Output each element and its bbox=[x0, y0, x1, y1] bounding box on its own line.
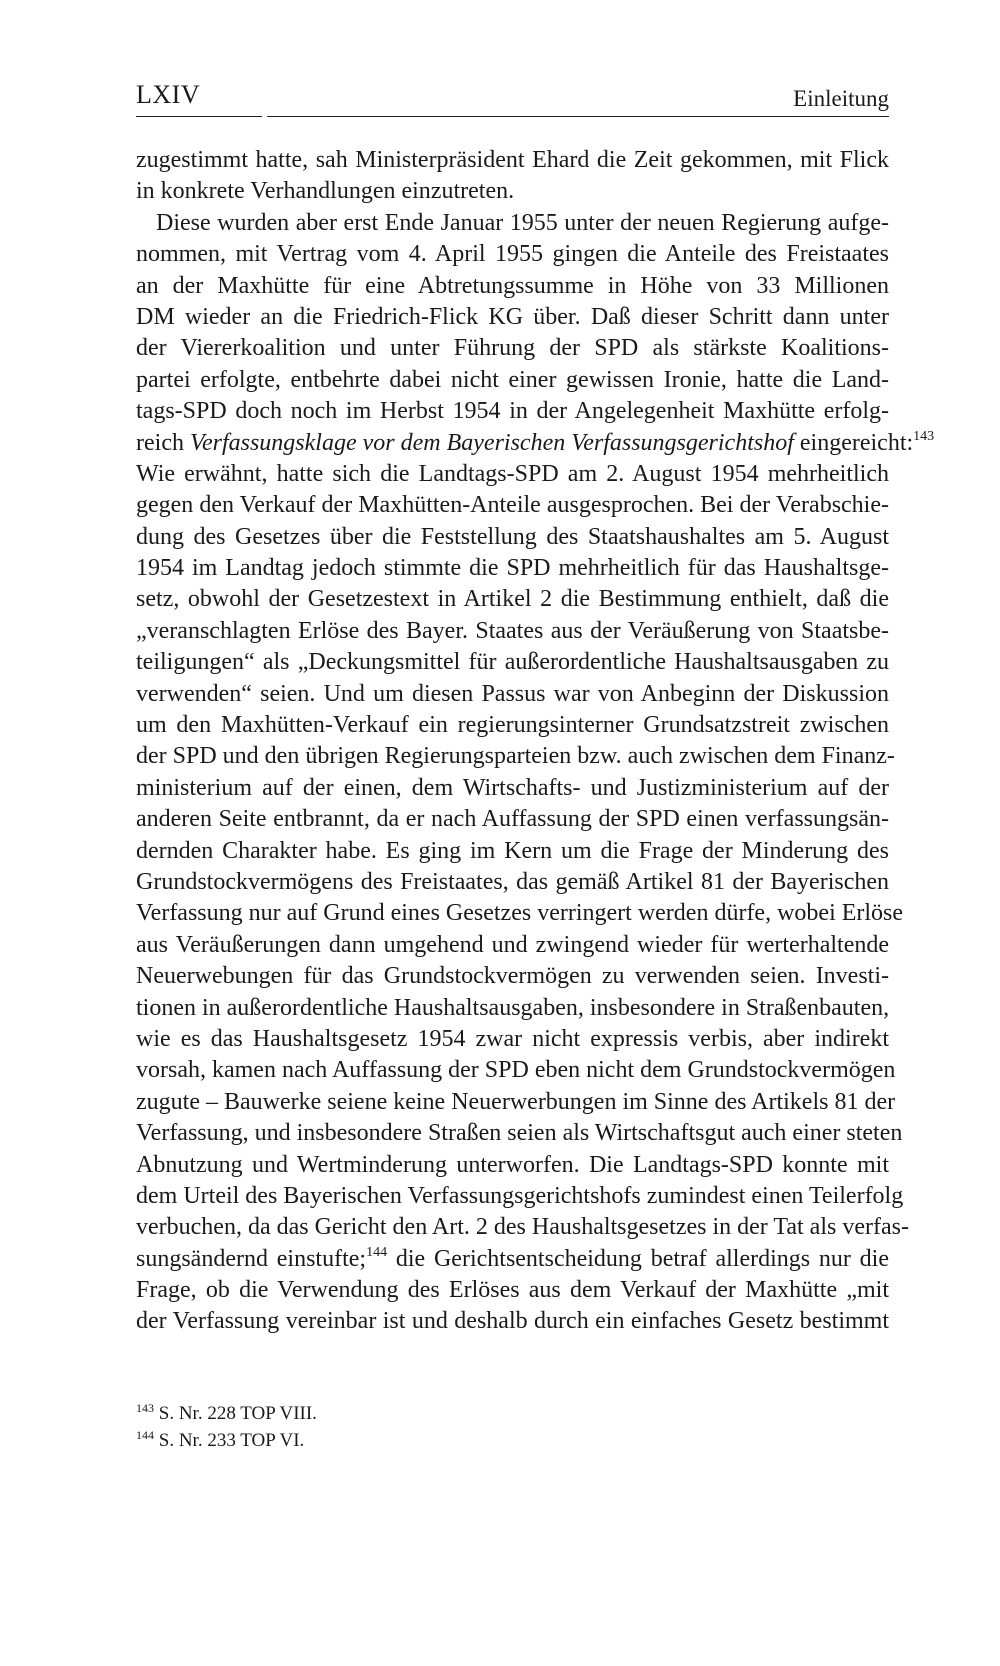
running-title: Einleitung bbox=[793, 86, 889, 111]
footnote-number: 144 bbox=[136, 1428, 154, 1442]
text-line: partei erfolgte, entbehrte dabei nicht einer gewissen Ironie, hatte die Land- bbox=[136, 366, 889, 393]
body-text bbox=[136, 145, 935, 1338]
text-line: in konkrete Verhandlungen einzutreten. bbox=[136, 178, 515, 205]
text-line: setz, obwohl der Gesetzestext in Artikel 2 die Bestimmung enthielt, daß die bbox=[136, 586, 889, 613]
footnote-ref-143[interactable]: 143 bbox=[913, 428, 935, 444]
text-line: der Verfassung vereinbar ist und deshalb durch ein einfaches Gesetz bestimmt bbox=[136, 1308, 889, 1335]
text-line: Grundstockvermögens des Freistaates, das gemäß Artikel 81 der Bayerischen bbox=[136, 868, 889, 895]
line-text: die Gerichtsentscheidung betraf allerdings nur die bbox=[387, 1245, 889, 1272]
text-line: dem Urteil des Bayerischen Verfassungsgerichtshofs zumindest einen Teilerfolg bbox=[136, 1182, 904, 1209]
footnote-text: S. Nr. 233 TOP VI. bbox=[154, 1430, 305, 1451]
text-line: ministerium auf der einen, dem Wirtschafts- und Justizministerium auf der bbox=[136, 774, 889, 801]
text-line: der SPD und den übrigen Regierungsparteien bzw. auch zwischen dem Finanz- bbox=[136, 743, 895, 770]
line-text: sungsändernd einstufte; bbox=[136, 1245, 367, 1272]
text-line: dernden Charakter habe. Es ging im Kern um die Frage der Minderung des bbox=[136, 837, 889, 864]
text-line: gegen den Verkauf der Maxhütten-Anteile ausgesprochen. Bei der Verabschie- bbox=[136, 492, 889, 519]
text-line: Frage, ob die Verwendung des Erlöses aus dem Verkauf der Maxhütte „mit bbox=[136, 1277, 889, 1304]
page-number: LXIV bbox=[136, 80, 201, 109]
text-line: Verfassung nur auf Grund eines Gesetzes verringert werden dürfe, wobei Erlöse bbox=[136, 900, 904, 927]
text-line: Abnutzung und Wertminderung unterworfen. Die Landtags-SPD konnte mit bbox=[136, 1151, 889, 1178]
text-line: vorsah, kamen nach Auffassung der SPD eben nicht dem Grundstockvermögen bbox=[136, 1057, 896, 1084]
text-line: dung des Gesetzes über die Feststellung des Staatshaushaltes am 5. August bbox=[136, 523, 889, 550]
text-line: Wie erwähnt, hatte sich die Landtags-SPD am 2. August 1954 mehrheitlich bbox=[136, 460, 889, 487]
text-line: teiligungen“ als „Deckungsmittel für außerordentliche Haushaltsausgaben zu bbox=[136, 649, 889, 676]
text-line: an der Maxhütte für eine Abtretungssumme in Höhe von 33 Millionen bbox=[136, 272, 889, 299]
footnote-text: S. Nr. 228 TOP VIII. bbox=[154, 1403, 317, 1424]
text-line: „veranschlagten Erlöse des Bayer. Staates aus der Veräußerung von Staatsbe- bbox=[136, 617, 889, 644]
running-header bbox=[136, 80, 889, 118]
text-line: Neuerwebungen für das Grundstockvermögen zu verwenden seien. Investi- bbox=[136, 963, 889, 990]
line-text: eingereicht: bbox=[793, 429, 914, 456]
text-line: tags-SPD doch noch im Herbst 1954 in der Angelegenheit Maxhütte erfolg- bbox=[136, 398, 889, 425]
text-line: Verfassung, und insbesondere Straßen seien als Wirtschaftsgut auch einer steten bbox=[136, 1120, 903, 1147]
footnote-ref-144[interactable]: 144 bbox=[366, 1244, 388, 1260]
header-rule-right bbox=[267, 116, 889, 117]
line-text: reich bbox=[136, 429, 190, 456]
footnote-number: 143 bbox=[136, 1401, 154, 1415]
text-line: DM wieder an die Friedrich-Flick KG über. Daß dieser Schritt dann unter bbox=[136, 303, 889, 330]
text-line: der Viererkoalition und unter Führung der SPD als stärkste Koalitions- bbox=[136, 335, 889, 362]
footnote-143 bbox=[136, 1400, 889, 1427]
footnotes bbox=[136, 1400, 889, 1454]
text-line: nommen, mit Vertrag vom 4. April 1955 gingen die Anteile des Freistaates bbox=[136, 241, 889, 268]
text-line: Diese wurden aber erst Ende Januar 1955 unter der neuen Regierung aufge- bbox=[156, 209, 889, 236]
footnote-144 bbox=[136, 1427, 889, 1454]
text-line: tionen in außerordentliche Haushaltsausgaben, insbesondere in Straßenbauten, bbox=[136, 994, 890, 1021]
text-line: zugute – Bauwerke seiene keine Neuerwerbungen im Sinne des Artikels 81 der bbox=[136, 1088, 896, 1115]
text-line: 1954 im Landtag jedoch stimmte die SPD mehrheitlich für das Haushaltsge- bbox=[136, 555, 889, 582]
text-line-with-footnote-144 bbox=[136, 1244, 889, 1275]
header-rule-left bbox=[136, 116, 262, 117]
text-line: verwenden“ seien. Und um diesen Passus war von Anbeginn der Diskussion bbox=[136, 680, 889, 707]
text-line: um den Maxhütten-Verkauf ein regierungsinterner Grundsatzstreit zwischen bbox=[136, 712, 889, 739]
text-line-with-footnote-143 bbox=[136, 428, 935, 459]
text-line: wie es das Haushaltsgesetz 1954 zwar nicht expressis verbis, aber indirekt bbox=[136, 1025, 889, 1052]
text-line: verbuchen, da das Gericht den Art. 2 des Haushaltsgesetzes in der Tat als verfas- bbox=[136, 1214, 909, 1241]
text-line: anderen Seite entbrannt, da er nach Auffassung der SPD einen verfassungsän- bbox=[136, 806, 889, 833]
text-line: zugestimmt hatte, sah Ministerpräsident Ehard die Zeit gekommen, mit Flick bbox=[136, 147, 889, 173]
text-line: aus Veräußerungen dann umgehend und zwingend wieder für werterhaltende bbox=[136, 931, 889, 958]
italic-title: Verfassungsklage vor dem Bayerischen Verfassungsgerichtshof bbox=[189, 429, 794, 456]
